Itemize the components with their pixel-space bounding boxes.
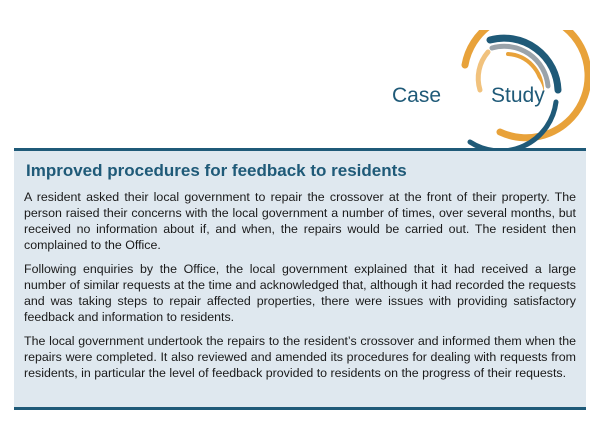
case-study-paragraph-3: The local government undertook the repairs to the resident’s crossover and informed them when the repairs were completed. It also reviewed and amended its procedures for dealing with requests from residents, in particular the level of feedback provided to residents on the progress of their requests. [24, 334, 576, 380]
logo-study-word: Study [491, 84, 545, 107]
case-study-title: Improved procedures for feedback to residents [26, 161, 407, 180]
case-study-paragraph-1: A resident asked their local government to repair the crossover at the front of their property. The person raised their concerns with the local government a number of times, over several months, but received no information about if, and when, the repairs would be carried out. The resident then complained to the Office. [24, 190, 576, 252]
case-study-box [14, 148, 586, 410]
logo-case-word: Case [392, 84, 442, 107]
case-study-paragraph-2: Following enquiries by the Office, the local government explained that it had received a large number of similar requests at the time and acknowledged that, although it had recorded the requests and was taking steps to repair affected properties, there were issues with providing satisfactory feedback and information to residents. [24, 262, 576, 324]
